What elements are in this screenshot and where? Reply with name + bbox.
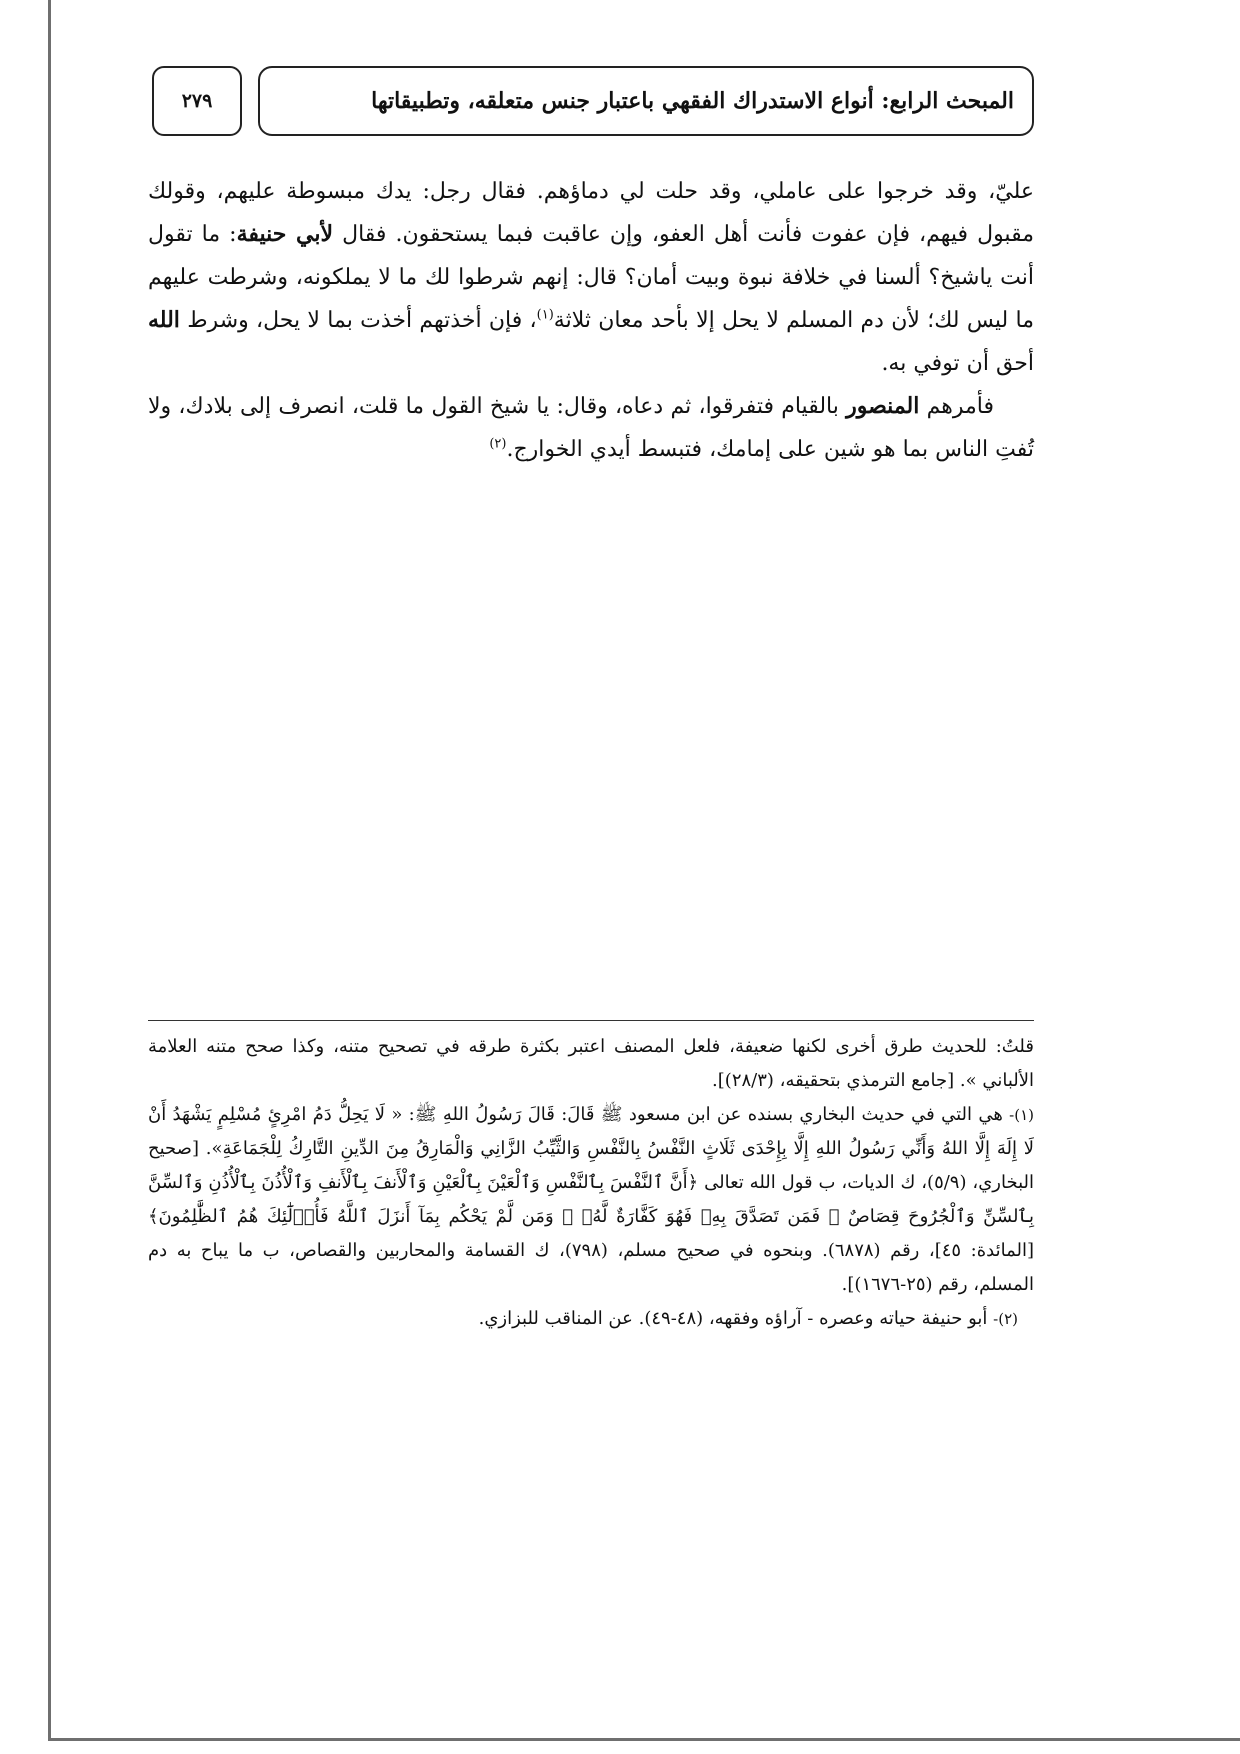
body-text-run: ، فإن أخذتهم أخذت بما لا يحل، وشرط: [179, 308, 537, 333]
footnote-2-text: أبو حنيفة حياته وعصره - آراؤه وفقهه، (٤٨-٤٩). عن المناقب للبزازي.: [478, 1308, 994, 1329]
page-number-box: [152, 66, 242, 136]
body-text-run: بالقيام فتفرقوا، ثم دعاه، وقال: يا شيخ القول ما قلت، انصرف إلى بلادك، ولا تُفتِ الناس بما هو شين على إمامك، فتبسط أيدي الخوارج.: [148, 394, 1034, 462]
footnote-ref-1[interactable]: (١): [536, 307, 554, 323]
body-text-run: : ما تقول أنت ياشيخ؟ ألسنا في خلافة نبوة وبيت أمان؟ قال: إنهم شرطوا لك ما لا يملكونه، وشرطت عليهم ما ليس لك؛ لأن دم المسلم لا يحل إلا بأحد معان ثلاثة: [148, 222, 1034, 333]
footnote-1-number: (١)-: [1009, 1106, 1034, 1124]
main-body-text: [148, 170, 1034, 471]
page-frame-bottom: [48, 1738, 1240, 1741]
body-paragraph-1: [148, 170, 1034, 385]
footnotes-section: [148, 1030, 1034, 1336]
body-paragraph-2: [148, 385, 1034, 471]
body-text-run: فأمرهم: [919, 394, 994, 419]
body-text-run: عليّ، وقد خرجوا على عاملي، وقد حلت لي دماؤهم. فقال رجل: يدك مبسوطة عليهم، وقولك مقبول فيهم، فإن عفوت فأنت أهل العفو، وإن عاقبت فبما يستحقون. فقال: [148, 179, 1034, 247]
page-number: ٢٧٩: [181, 90, 213, 112]
bold-name-al-mansur: المنصور: [846, 393, 920, 419]
header-title-text: المبحث الرابع: أنواع الاستدراك الفقهي باعتبار جنس متعلقه، وتطبيقاتها: [371, 88, 1014, 114]
footnote-ref-2[interactable]: (٢): [489, 436, 507, 452]
body-text-run: أحق أن توفي به.: [881, 351, 1034, 376]
footnote-1: [148, 1098, 1034, 1302]
footnote-2-number: (٢)-: [993, 1310, 1018, 1328]
bold-name-abu-hanifa: لأبي حنيفة: [236, 221, 334, 247]
footnote-1-text: هي التي في حديث البخاري بسنده عن ابن مسعود ﷺ قَالَ: قَالَ رَسُولُ اللهِ ﷺ: « لَا يَحِلُّ دَمُ امْرِئٍ مُسْلِمٍ يَشْهَدُ أَنْ لَا إِلَهَ إِلَّا اللهُ وَأَنِّي رَسُولُ اللهِ إِلَّا بِإِحْدَى ثَلَاثٍ النَّفْسُ بِالنَّفْسِ وَالثَّيِّبُ الزَّانِي وَالْمَارِقُ مِنَ الدِّينِ التَّارِكُ لِلْجَمَاعَةِ». [صحيح البخاري، (٥/٩)، ك الديات، ب قول الله تعالى ﴿أَنَّ ٱلنَّفْسَ بِٱلنَّفْسِ وَٱلْعَيْنَ بِٱلْعَيْنِ وَٱلْأَنفَ بِٱلْأَنفِ وَٱلْأُذُنَ بِٱلْأُذُنِ وَٱلسِّنَّ بِٱلسِّنِّ وَٱلْجُرُوحَ قِصَاصٌ ۚ فَمَن تَصَدَّقَ بِهِۦ فَهُوَ كَفَّارَةٌ لَّهُۥ ۚ وَمَن لَّمْ يَحْكُم بِمَآ أَنزَلَ ٱللَّهُ فَأُو۟لَٰٓئِكَ هُمُ ٱلظَّٰلِمُونَ﴾ [المائدة: ٤٥]، رقم (٦٨٧٨). وبنحوه في صحيح مسلم، (٧٩٨)، ك القسامة والمحاربين والقصاص، ب ما يباح به دم المسلم، رقم (٢٥-١٦٧٦)].: [148, 1104, 1035, 1295]
footnote-separator: [148, 1020, 1034, 1021]
footnote-continuation: قلتُ: للحديث طرق أخرى لكنها ضعيفة، فلعل المصنف اعتبر بكثرة طرقه في تصحيح متنه، وكذا صحح متنه العلامة الألباني ». [جامع الترمذي بتحقيقه، (٢٨/٣)].: [148, 1036, 1034, 1091]
bold-word-allah: الله: [148, 307, 180, 333]
footnote-2: [148, 1302, 1034, 1336]
page-frame-left: [48, 0, 51, 1740]
running-header-title: [258, 66, 1034, 136]
